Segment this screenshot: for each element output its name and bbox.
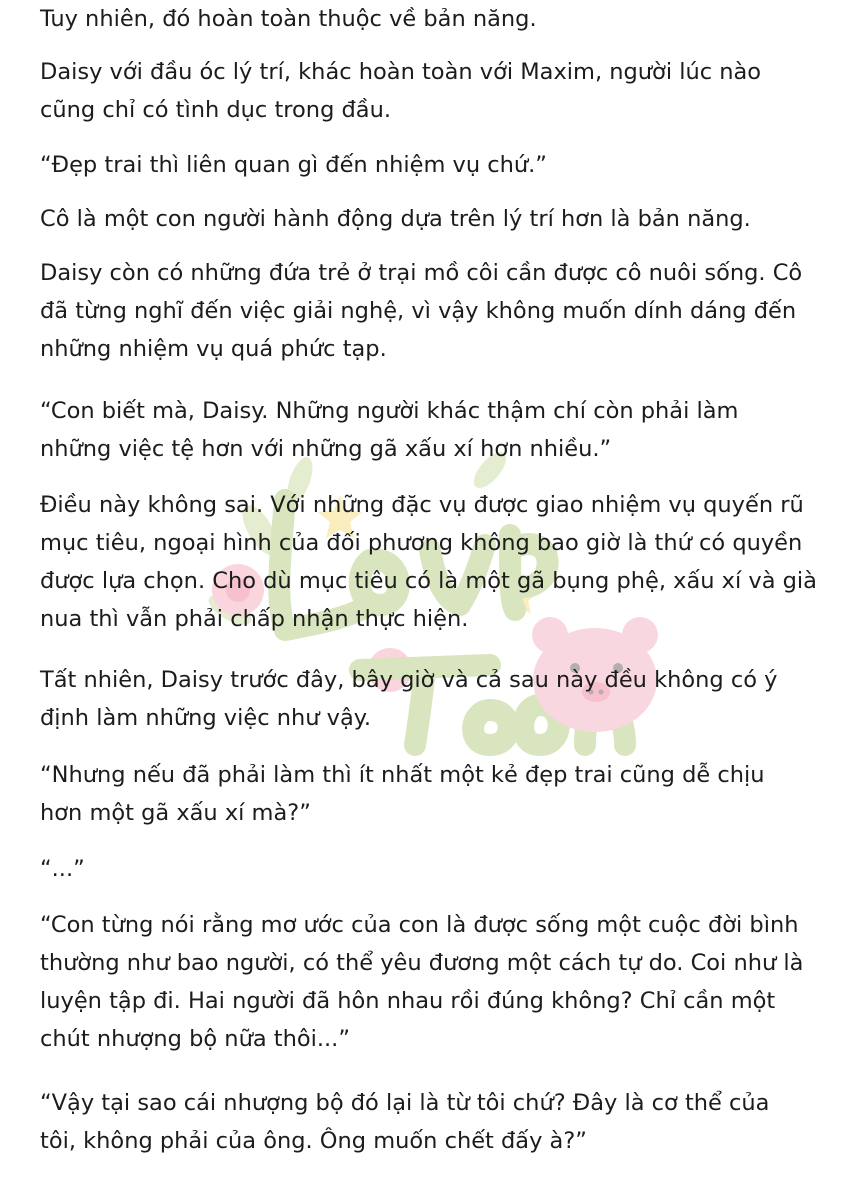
paragraph: Tuy nhiên, đó hoàn toàn thuộc về bản năng. (40, 6, 537, 32)
paragraph: Cô là một con người hành động dựa trên lý trí hơn là bản năng. (40, 206, 751, 232)
paragraph: “Nhưng nếu đã phải làm thì ít nhất một kẻ đẹp trai cũng dễ chịu hơn một gã xấu xí mà?” (40, 762, 765, 826)
paragraph: Tất nhiên, Daisy trước đây, bây giờ và cả sau này đều không có ý định làm những việc như vậy. (40, 667, 778, 731)
paragraph: Điều này không sai. Với những đặc vụ được giao nhiệm vụ quyến rũ mục tiêu, ngoại hình của đối phương không bao giờ là thứ có quyền được lựa chọn. Cho dù mục tiêu có là một gã bụng phệ, xấu xí và già nua thì vẫn phải chấp nhận thực hiện. (40, 492, 817, 632)
paragraph: “Đẹp trai thì liên quan gì đến nhiệm vụ chứ.” (40, 152, 547, 178)
paragraph: Daisy với đầu óc lý trí, khác hoàn toàn với Maxim, người lúc nào cũng chỉ có tình dục trong đầu. (40, 59, 762, 123)
paragraph: Daisy còn có những đứa trẻ ở trại mồ côi cần được cô nuôi sống. Cô đã từng nghĩ đến việc giải nghệ, vì vậy không muốn dính dáng đến những nhiệm vụ quá phức tạp. (40, 260, 803, 362)
paragraph: “Vậy tại sao cái nhượng bộ đó lại là từ tôi chứ? Đây là cơ thể của tôi, không phải của ông. Ông muốn chết đấy à?” (40, 1090, 770, 1154)
paragraph: “...” (40, 856, 85, 882)
paragraph: “Con biết mà, Daisy. Những người khác thậm chí còn phải làm những việc tệ hơn với những gã xấu xí hơn nhiều.” (40, 398, 739, 462)
paragraph: “Con từng nói rằng mơ ước của con là được sống một cuộc đời bình thường như bao người, có thể yêu đương một cách tự do. Coi như là luyện tập đi. Hai người đã hôn nhau rồi đúng không? Chỉ cần một chút nhượng bộ nữa thôi...” (40, 912, 804, 1052)
